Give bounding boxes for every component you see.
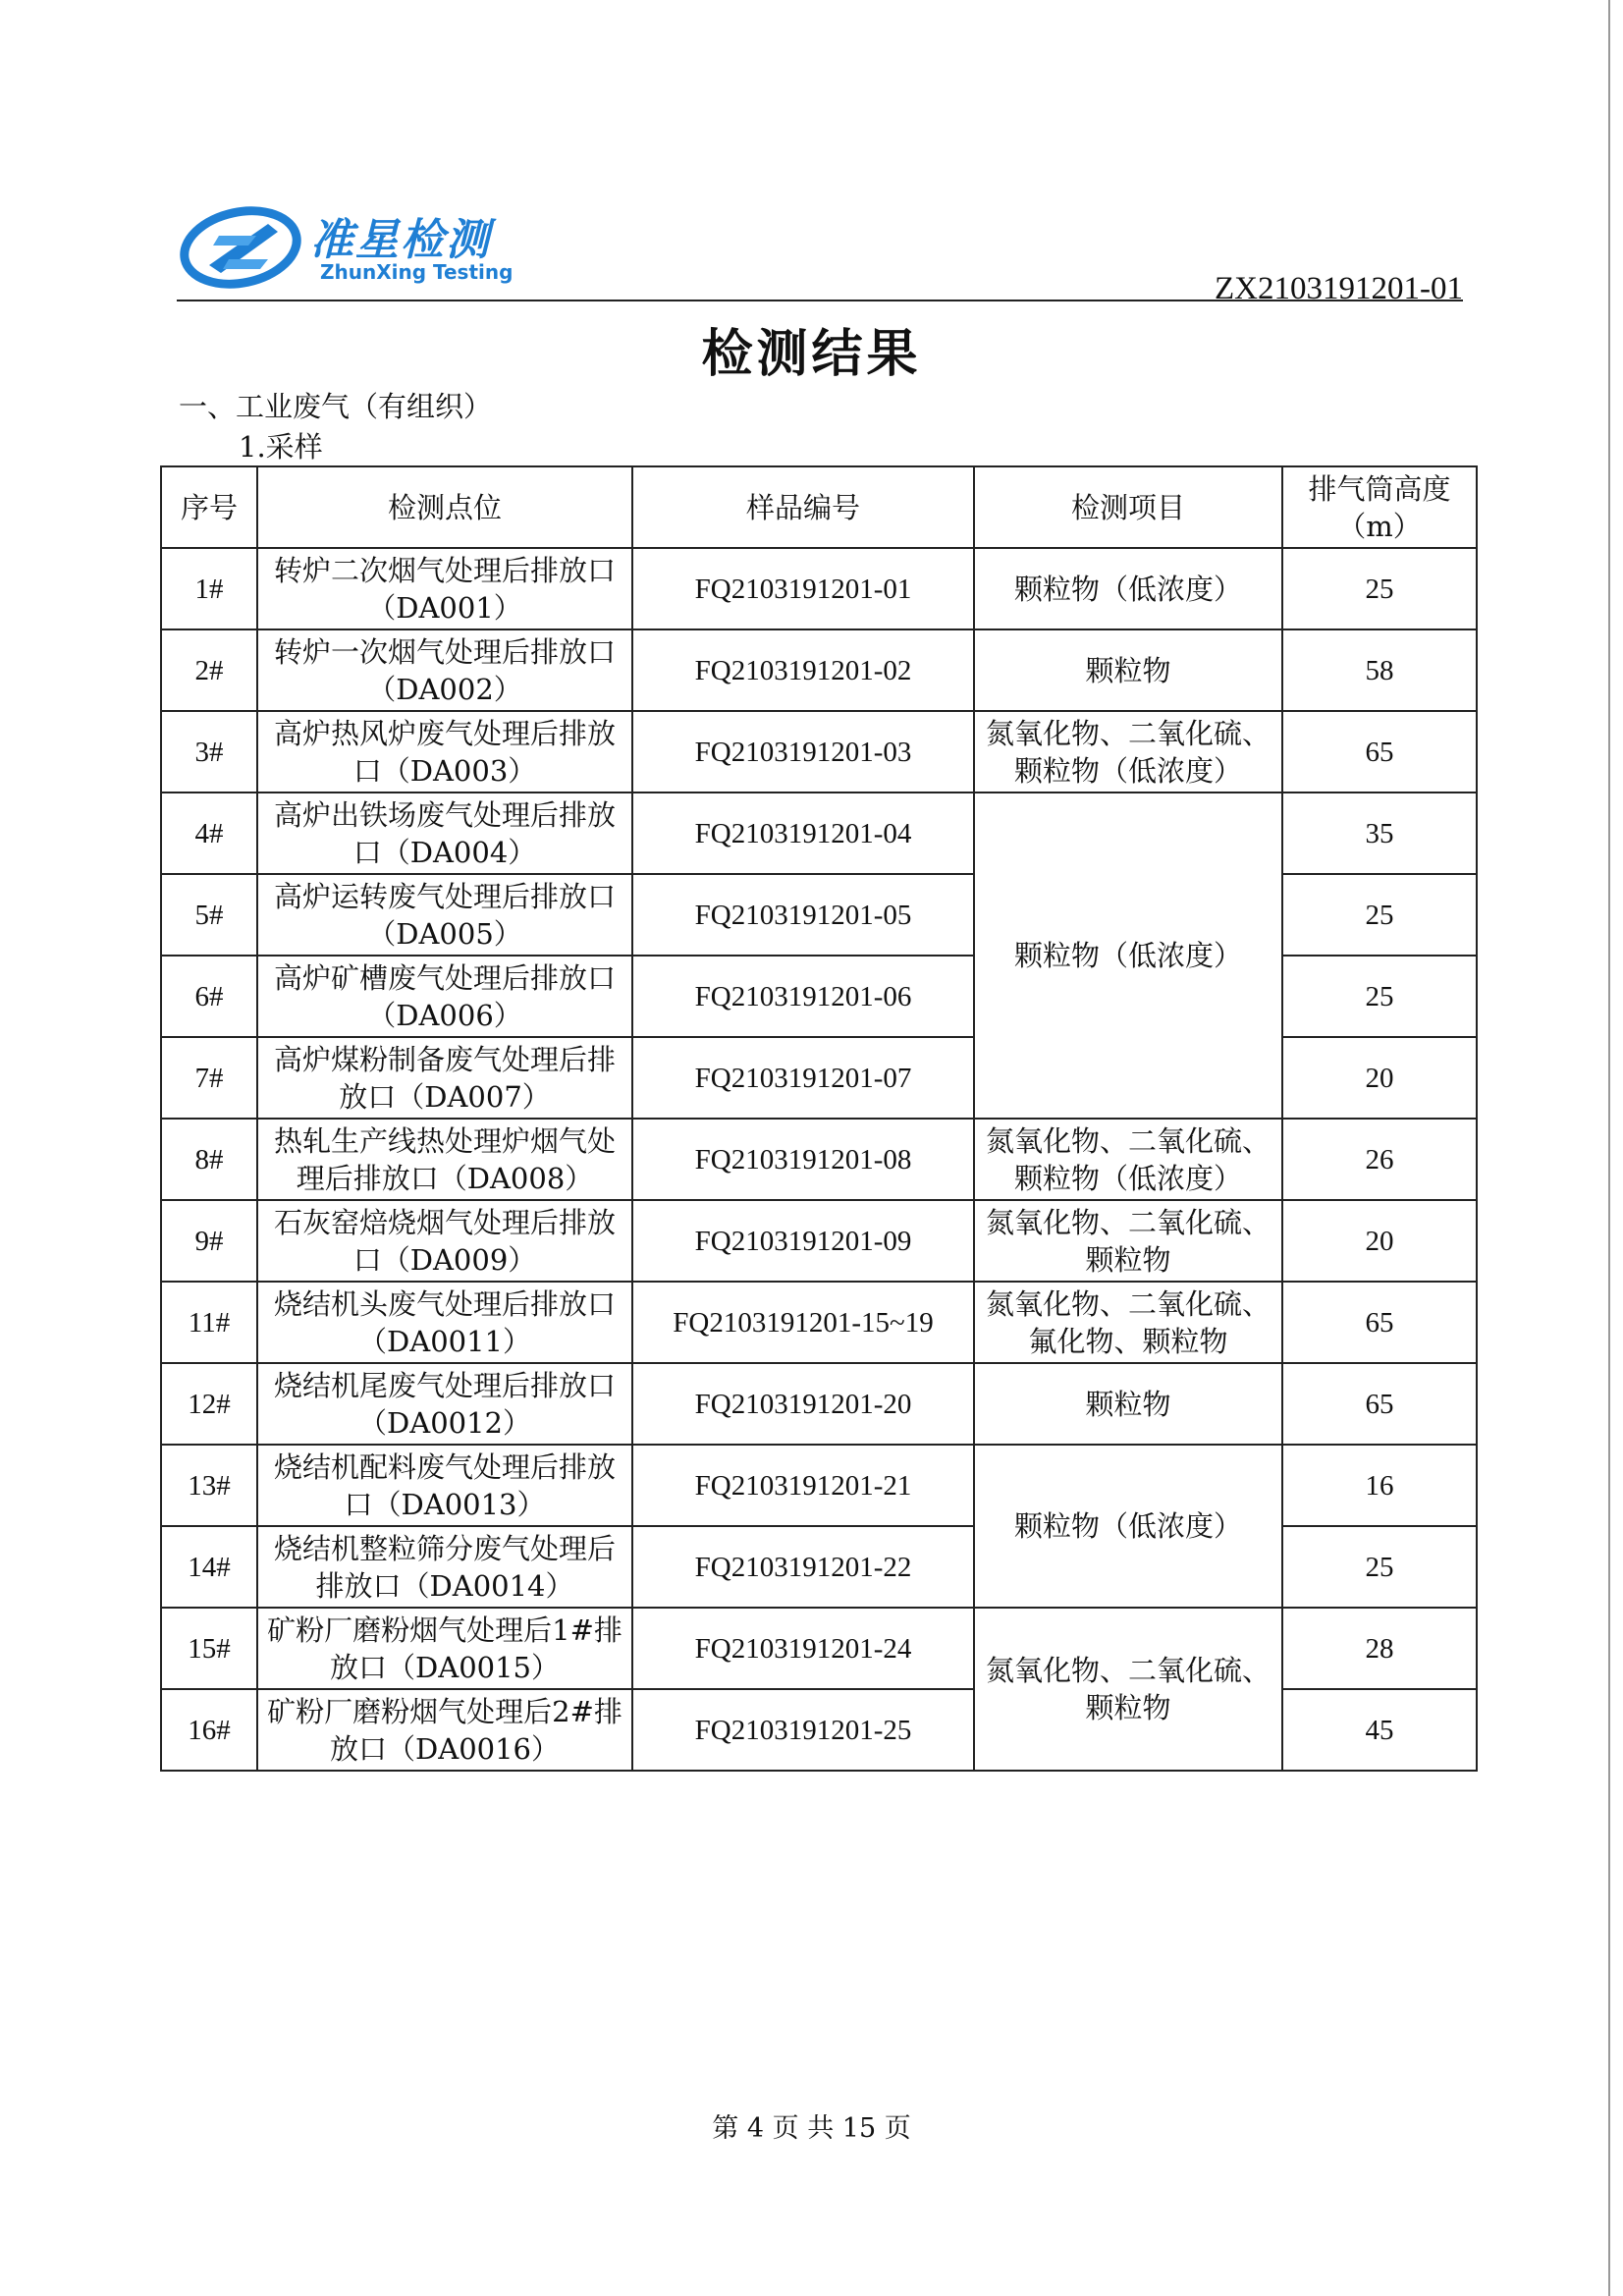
- logo-english-name: ZhunXing Testing: [320, 260, 514, 284]
- company-logo: [180, 196, 514, 295]
- row-number: 2#: [161, 629, 257, 711]
- stack-height: 20: [1282, 1037, 1477, 1119]
- logo-name: 准星检测: [310, 215, 491, 265]
- row-number: 8#: [161, 1119, 257, 1200]
- row-number: 15#: [161, 1608, 257, 1689]
- table-row: [161, 629, 1477, 711]
- header-cell: 排气筒高度（m）: [1282, 466, 1477, 548]
- sampling-table: [160, 465, 1478, 1772]
- header-cell: 检测点位: [257, 466, 632, 548]
- sample-id: FQ2103191201-07: [632, 1037, 974, 1119]
- sample-id: FQ2103191201-05: [632, 874, 974, 956]
- row-number: 9#: [161, 1200, 257, 1282]
- table-row: [161, 711, 1477, 793]
- sampling-point: 高炉矿槽废气处理后排放口（DA006）: [257, 956, 632, 1037]
- row-number: 5#: [161, 874, 257, 956]
- sampling-point: 高炉出铁场废气处理后排放口（DA004）: [257, 793, 632, 874]
- stack-height: 25: [1282, 1526, 1477, 1608]
- sampling-point: 石灰窑焙烧烟气处理后排放口（DA009）: [257, 1200, 632, 1282]
- stack-height: 28: [1282, 1608, 1477, 1689]
- sampling-point: 转炉一次烟气处理后排放口（DA002）: [257, 629, 632, 711]
- test-item: 颗粒物（低浓度）: [974, 1445, 1282, 1608]
- sample-id: FQ2103191201-01: [632, 548, 974, 629]
- header-cell: 序号: [161, 466, 257, 548]
- sample-id: FQ2103191201-21: [632, 1445, 974, 1526]
- test-item: 氮氧化物、二氧化硫、颗粒物（低浓度）: [974, 711, 1282, 793]
- test-item: 氮氧化物、二氧化硫、颗粒物: [974, 1200, 1282, 1282]
- row-number: 4#: [161, 793, 257, 874]
- stack-height: 16: [1282, 1445, 1477, 1526]
- row-number: 13#: [161, 1445, 257, 1526]
- stack-height: 65: [1282, 1282, 1477, 1363]
- sampling-point: 矿粉厂磨粉烟气处理后1#排放口（DA0015）: [257, 1608, 632, 1689]
- sample-id: FQ2103191201-24: [632, 1608, 974, 1689]
- header-divider: [177, 300, 1463, 301]
- table-row: [161, 1282, 1477, 1363]
- stack-height: 26: [1282, 1119, 1477, 1200]
- sampling-point: 烧结机尾废气处理后排放口（DA0012）: [257, 1363, 632, 1445]
- test-item: 颗粒物（低浓度）: [974, 548, 1282, 629]
- table-row: [161, 1119, 1477, 1200]
- section-heading: 一、工业废气（有组织）: [179, 390, 493, 423]
- sampling-point: 热轧生产线热处理炉烟气处理后排放口（DA008）: [257, 1119, 632, 1200]
- table-header-row: [161, 466, 1477, 548]
- stack-height: 20: [1282, 1200, 1477, 1282]
- row-number: 7#: [161, 1037, 257, 1119]
- report-number: ZX2103191201-01: [1215, 271, 1463, 306]
- stack-height: 45: [1282, 1689, 1477, 1771]
- page-title: 检测结果: [701, 325, 922, 384]
- stack-height: 65: [1282, 1363, 1477, 1445]
- stack-height: 25: [1282, 548, 1477, 629]
- sampling-point: 高炉热风炉废气处理后排放口（DA003）: [257, 711, 632, 793]
- sample-id: FQ2103191201-22: [632, 1526, 974, 1608]
- sampling-point: 烧结机头废气处理后排放口（DA0011）: [257, 1282, 632, 1363]
- stack-height: 35: [1282, 793, 1477, 874]
- table-row: [161, 793, 1477, 874]
- sample-id: FQ2103191201-02: [632, 629, 974, 711]
- sample-id: FQ2103191201-20: [632, 1363, 974, 1445]
- sampling-point: 矿粉厂磨粉烟气处理后2#排放口（DA0016）: [257, 1689, 632, 1771]
- test-item: 氮氧化物、二氧化硫、颗粒物: [974, 1608, 1282, 1771]
- test-item: 颗粒物: [974, 1363, 1282, 1445]
- row-number: 1#: [161, 548, 257, 629]
- sample-id: FQ2103191201-08: [632, 1119, 974, 1200]
- logo-emblem-icon: [180, 196, 307, 295]
- sample-id: FQ2103191201-06: [632, 956, 974, 1037]
- sampling-point: 高炉运转废气处理后排放口（DA005）: [257, 874, 632, 956]
- table-row: [161, 1200, 1477, 1282]
- table-row: [161, 1363, 1477, 1445]
- row-number: 12#: [161, 1363, 257, 1445]
- row-number: 14#: [161, 1526, 257, 1608]
- stack-height: 25: [1282, 874, 1477, 956]
- table-row: [161, 548, 1477, 629]
- sample-id: FQ2103191201-03: [632, 711, 974, 793]
- sampling-point: 高炉煤粉制备废气处理后排放口（DA007）: [257, 1037, 632, 1119]
- header-cell: 样品编号: [632, 466, 974, 548]
- row-number: 6#: [161, 956, 257, 1037]
- stack-height: 58: [1282, 629, 1477, 711]
- header-cell: 检测项目: [974, 466, 1282, 548]
- row-number: 16#: [161, 1689, 257, 1771]
- page-footer: 第 4 页 共 15 页: [712, 2113, 911, 2144]
- test-item: 氮氧化物、二氧化硫、颗粒物（低浓度）: [974, 1119, 1282, 1200]
- stack-height: 25: [1282, 956, 1477, 1037]
- sampling-point: 烧结机整粒筛分废气处理后排放口（DA0014）: [257, 1526, 632, 1608]
- stack-height: 65: [1282, 711, 1477, 793]
- scan-edge-line: [1608, 0, 1610, 2296]
- sample-id: FQ2103191201-25: [632, 1689, 974, 1771]
- sample-id: FQ2103191201-15~19: [632, 1282, 974, 1363]
- table-row: [161, 1608, 1477, 1689]
- row-number: 3#: [161, 711, 257, 793]
- subsection-heading: 1.采样: [239, 430, 323, 464]
- test-item: 颗粒物: [974, 629, 1282, 711]
- table-row: [161, 1445, 1477, 1526]
- row-number: 11#: [161, 1282, 257, 1363]
- sample-id: FQ2103191201-09: [632, 1200, 974, 1282]
- test-item: 颗粒物（低浓度）: [974, 793, 1282, 1119]
- sampling-point: 烧结机配料废气处理后排放口（DA0013）: [257, 1445, 632, 1526]
- sample-id: FQ2103191201-04: [632, 793, 974, 874]
- test-item: 氮氧化物、二氧化硫、氟化物、颗粒物: [974, 1282, 1282, 1363]
- sampling-point: 转炉二次烟气处理后排放口（DA001）: [257, 548, 632, 629]
